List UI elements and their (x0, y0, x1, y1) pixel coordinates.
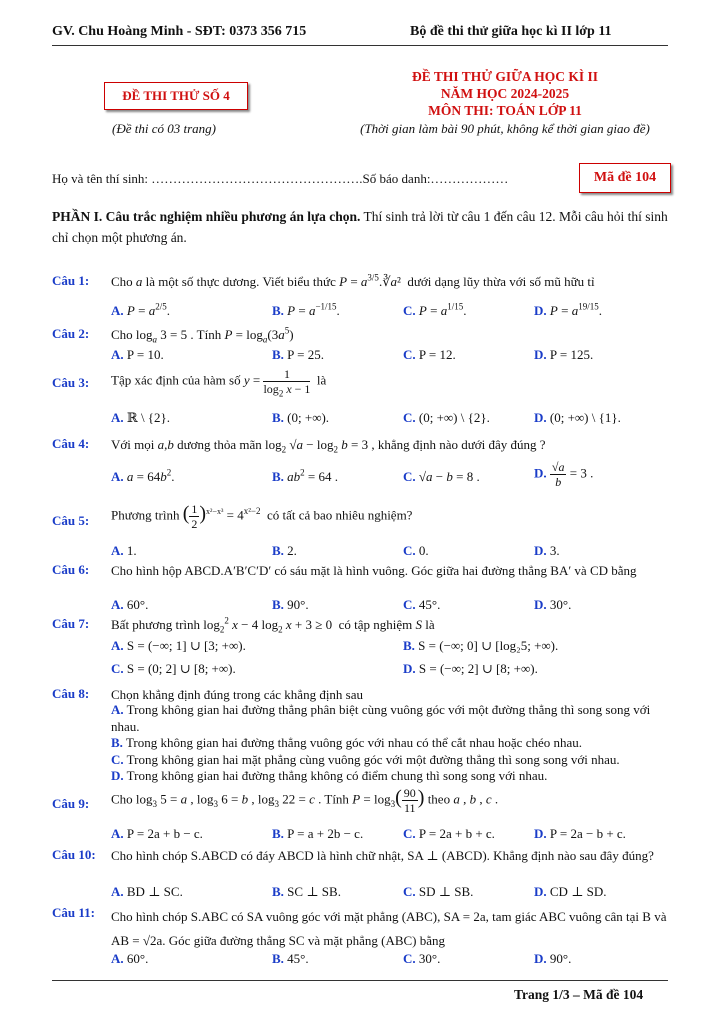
exam-number-box: ĐỀ THI THỬ SỐ 4 (104, 82, 248, 110)
q8-options (111, 702, 671, 785)
q7-label: Câu 7: (52, 616, 90, 631)
q8-label: Câu 8: (52, 686, 90, 701)
q3-option-d: D. (0; +∞) \ {1}. (534, 410, 621, 425)
q8-text: Chọn khẳng định đúng trong các khẳng định sau (111, 687, 364, 702)
q11-label: Câu 11: (52, 905, 95, 920)
q3-option-b: B. (0; +∞). (272, 410, 330, 425)
part1-text: Thí sinh trả lời từ câu 1 đến câu 12. Mỗi câu hỏi thí sinh chỉ chọn một phương án. (52, 209, 668, 245)
q1-text: Cho a là một số thực dương. Viết biểu thức $P = a^{3/5}.∛a^2$ dưới dạng lũy thừa với số mũ hữu tỉ (111, 272, 595, 289)
q5-option-d: D. 3. (534, 543, 560, 558)
q5-option-a: A. 1. (111, 543, 137, 558)
q6-option-b: B. 90°. (272, 597, 309, 612)
q6-option-d: D. 30°. (534, 597, 572, 612)
part1-instructions (52, 206, 668, 248)
q1-option-c: C. $P = a^{1/15}$. (403, 301, 467, 318)
q8-option-b: B. Trong không gian hai đường thẳng vuông góc với nhau có thể cắt nhau hoặc chéo nhau. (111, 735, 583, 750)
q9-option-c: C. P = 2a + b + c. (403, 826, 495, 841)
q7-option-b: B. S = (−∞; 0] ∪ [log₂5; +∞). (403, 638, 559, 653)
q4-label: Câu 4: (52, 436, 90, 451)
header-series: Bộ đề thi thử giữa học kì II lớp 11 (410, 24, 612, 39)
exam-title (340, 68, 670, 119)
q8-option-d: D. Trong không gian hai đường thẳng không có điểm chung thì song song với nhau. (111, 768, 548, 783)
q2-option-a: A. P = 10. (111, 347, 164, 362)
q11-option-a: A. 60°. (111, 951, 149, 966)
q6-option-a: A. 60°. (111, 597, 149, 612)
title-line-1: ĐỀ THI THỬ GIỮA HỌC KÌ II (411, 69, 599, 84)
q6-option-c: C. 45°. (403, 597, 441, 612)
q4-option-d: D. $\frac{√a}{b}$ = 3 . (534, 460, 594, 489)
q9-option-a: A. P = 2a + b − c. (111, 826, 203, 841)
q2-option-b: B. P = 25. (272, 347, 325, 362)
q4-option-c: C. √a − b = 8 . (403, 469, 480, 484)
q8-option-a: A. Trong không gian hai đường thẳng phân biệt cùng vuông góc với một đường thẳng thì song song với nhau. (111, 702, 651, 734)
q5-label: Câu 5: (52, 513, 90, 528)
q2-label: Câu 2: (52, 326, 90, 341)
q11-option-d: D. 90°. (534, 951, 572, 966)
q4-option-a: A. $a = 64b^2$. (111, 467, 175, 484)
q6-text: Cho hình hộp ABCD.A′B′C′D′ có sáu mặt là hình vuông. Góc giữa hai đường thẳng BA′ và CD bằng (111, 563, 637, 578)
q1-option-b: B. $P = a^{-1/15}$. (272, 301, 340, 318)
q5-option-b: B. 2. (272, 543, 297, 558)
pages-note: (Đề thi có 03 trang) (112, 121, 216, 136)
q11-option-b: B. 45°. (272, 951, 309, 966)
q10-option-c: C. SD ⊥ SB. (403, 884, 474, 899)
q10-text: Cho hình chóp S.ABCD có đáy ABCD là hình chữ nhật, SA ⊥ (ABCD). Khẳng định nào sau đây đúng? (111, 848, 654, 863)
q1-label: Câu 1: (52, 273, 90, 288)
q4-option-b: B. $ab^2 = 64$ . (272, 467, 339, 484)
footer-divider (52, 980, 668, 981)
q10-option-b: B. SC ⊥ SB. (272, 884, 341, 899)
student-info-line: Họ và tên thí sinh: ………………………………………….Số báo danh:……………… (52, 171, 509, 186)
q3-text: Tập xác định của hàm số y = $\frac{1}{\log_2 x - 1}$ là (111, 367, 327, 399)
q9-option-d: D. P = 2a − b + c. (534, 826, 626, 841)
header-teacher: GV. Chu Hoàng Minh - SĐT: 0373 356 715 (52, 24, 307, 39)
q8-option-c: C. Trong không gian hai mặt phẳng cùng vuông góc với một đường thẳng thì song song với nhau. (111, 751, 620, 767)
q11-text: Cho hình chóp S.ABC có SA vuông góc với mặt phẳng (ABC), SA = 2a, tam giác ABC vuông cân tại B và AB = √2a. Góc giữa đường thẳng SC và mặt phẳng (ABC) bằng (111, 909, 667, 948)
q6-label: Câu 6: (52, 562, 90, 577)
q2-option-c: C. P = 12. (403, 347, 456, 362)
q1-option-a: A. $P = a^{2/5}$. (111, 301, 170, 318)
page-footer: Trang 1/3 – Mã đề 104 (514, 987, 644, 1002)
q2-option-d: D. P = 125. (534, 347, 594, 362)
q11-option-c: C. 30°. (403, 951, 441, 966)
title-line-3: MÔN THI: TOÁN LỚP 11 (428, 103, 582, 118)
q9-text: Cho $\log_3 5 = a$ , $\log_3 6 = b$ , $\log_3 22 = c$ . Tính $P = \log_3$( $\frac{90}{11}$ ) theo a , b , c . (111, 786, 499, 815)
header-divider (52, 45, 668, 46)
q3-label: Câu 3: (52, 375, 90, 390)
q10-label: Câu 10: (52, 847, 96, 862)
q2-text: Cho $\log_a 3 = 5$ . Tính $P = \log_a(3a^5)$ (111, 325, 294, 345)
time-note: (Thời gian làm bài 90 phút, không kể thời gian giao đề) (360, 121, 650, 136)
q7-option-d: D. S = (−∞; 2] ∪ [8; +∞). (403, 661, 538, 676)
q9-option-b: B. P = a + 2b − c. (272, 826, 364, 841)
q5-text: Phương trình ( $\frac{1}{2}$ )$^{x^2-x^3} = 4^{x^2-2}$ có tất cả bao nhiêu nghiệm? (111, 502, 413, 531)
title-line-2: NĂM HỌC 2024-2025 (440, 86, 570, 101)
q7-option-c: C. S = (0; 2] ∪ [8; +∞). (111, 661, 236, 676)
q4-text: Với mọi a,b dương thỏa mãn $\log_2 √a - \log_2 b = 3$ , khẳng định nào dưới đây đúng ? (111, 437, 546, 455)
q7-option-a: A. S = (−∞; 1] ∪ [3; +∞). (111, 638, 246, 653)
part1-heading: PHẦN I. Câu trắc nghiệm nhiều phương án lựa chọn. (52, 209, 361, 224)
q3-option-a: A. ℝ \ {2}. (111, 410, 171, 425)
q1-option-d: D. $P = a^{19/15}$. (534, 301, 602, 318)
q9-label: Câu 9: (52, 796, 90, 811)
q10-option-d: D. CD ⊥ SD. (534, 884, 607, 899)
q3-option-c: C. (0; +∞) \ {2}. (403, 410, 490, 425)
q10-option-a: A. BD ⊥ SC. (111, 884, 183, 899)
exam-code-box: Mã đề 104 (579, 163, 671, 193)
q5-option-c: C. 0. (403, 543, 429, 558)
q7-text: Bất phương trình $\log_2^2 x - 4$ $\log_2 x + 3 \ge 0$ có tập nghiệm S là (111, 615, 435, 635)
